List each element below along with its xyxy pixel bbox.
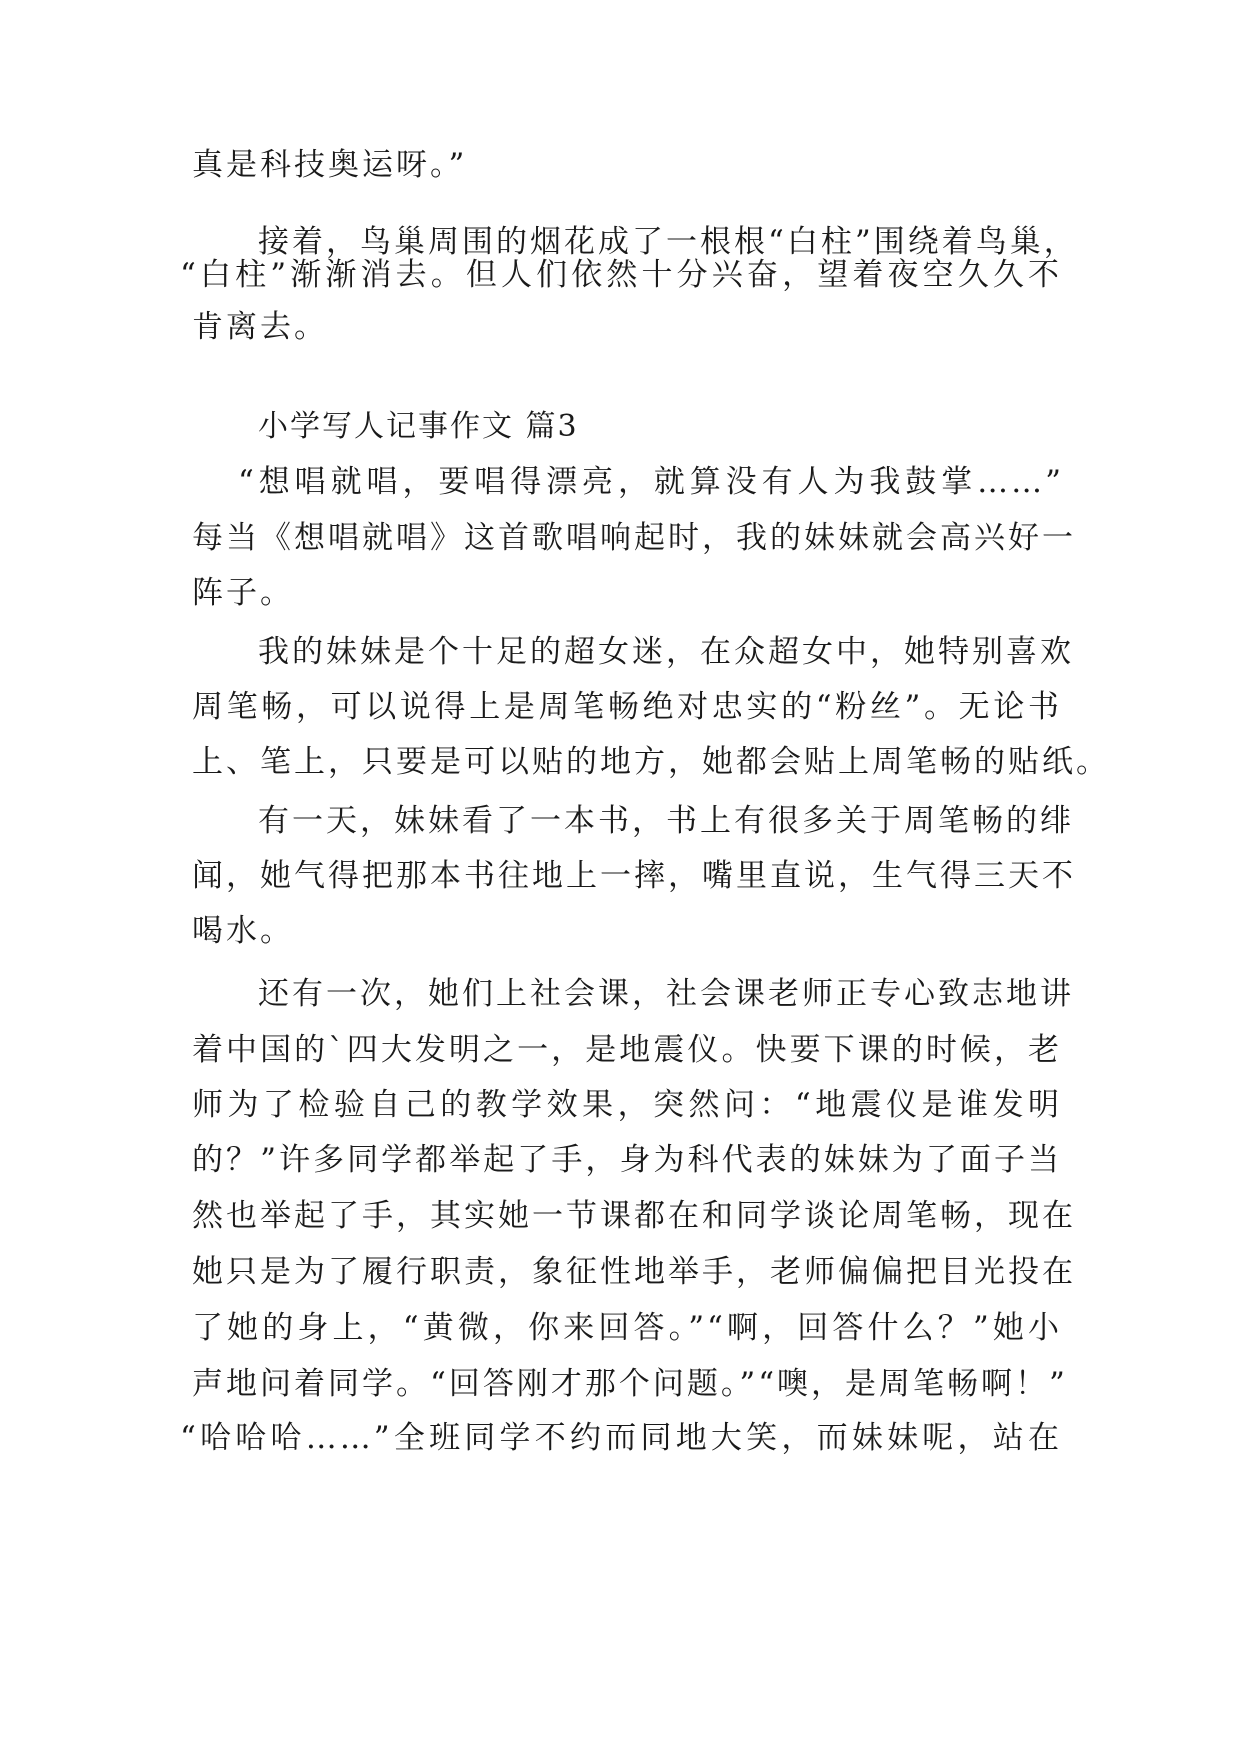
text-line: 还有一次，她们上社会课，社会课老师正专心致志地讲 xyxy=(258,976,1074,1012)
text-line: “哈哈哈……”全班同学不约而同地大笑，而妹妹呢，站在 xyxy=(180,1420,1062,1456)
text-line: 周笔畅，可以说得上是周笔畅绝对忠实的“粉丝”。无论书 xyxy=(192,689,1062,725)
text-line: 肯离去。 xyxy=(192,309,328,345)
text-line: 师为了检验自己的教学效果，突然问：“地震仪是谁发明 xyxy=(192,1087,1062,1123)
text-line: 然也举起了手，其实她一节课都在和同学谈论周笔畅，现在 xyxy=(192,1198,1076,1234)
text-line: 她只是为了履行职责，象征性地举手，老师偏偏把目光投在 xyxy=(192,1254,1076,1290)
text-line: 闻，她气得把那本书往地上一摔，嘴里直说，生气得三天不 xyxy=(192,858,1076,894)
text-line: “白柱”渐渐消去。但人们依然十分兴奋，望着夜空久久不 xyxy=(180,257,1062,293)
text-line: 喝水。 xyxy=(192,913,294,949)
text-line: 我的妹妹是个十足的超女迷，在众超女中，她特别喜欢 xyxy=(258,634,1074,670)
text-line: “想唱就唱，要唱得漂亮，就算没有人为我鼓掌……” xyxy=(238,464,1064,500)
text-line: 着中国的`四大发明之一，是地震仪。快要下课的时候，老 xyxy=(192,1032,1062,1068)
text-line: 的？”许多同学都举起了手，身为科代表的妹妹为了面子当 xyxy=(192,1142,1062,1178)
text-line: 真是科技奥运呀。” xyxy=(192,147,468,183)
section-heading: 小学写人记事作文 篇3 xyxy=(258,409,579,444)
text-line: 每当《想唱就唱》这首歌唱响起时，我的妹妹就会高兴好一 xyxy=(192,520,1076,556)
text-line: 接着，鸟巢周围的烟花成了一根根“白柱”围绕着鸟巢， xyxy=(258,224,1078,260)
text-line: 了她的身上，“黄微，你来回答。”“啊，回答什么？”她小 xyxy=(192,1310,1062,1346)
text-line: 有一天，妹妹看了一本书，书上有很多关于周笔畅的绯 xyxy=(258,803,1074,839)
text-line: 上、笔上，只要是可以贴的地方，她都会贴上周笔畅的贴纸。 xyxy=(192,744,1110,780)
text-line: 声地问着同学。“回答刚才那个问题。”“噢，是周笔畅啊！” xyxy=(192,1366,1068,1402)
text-line: 阵子。 xyxy=(192,575,294,611)
